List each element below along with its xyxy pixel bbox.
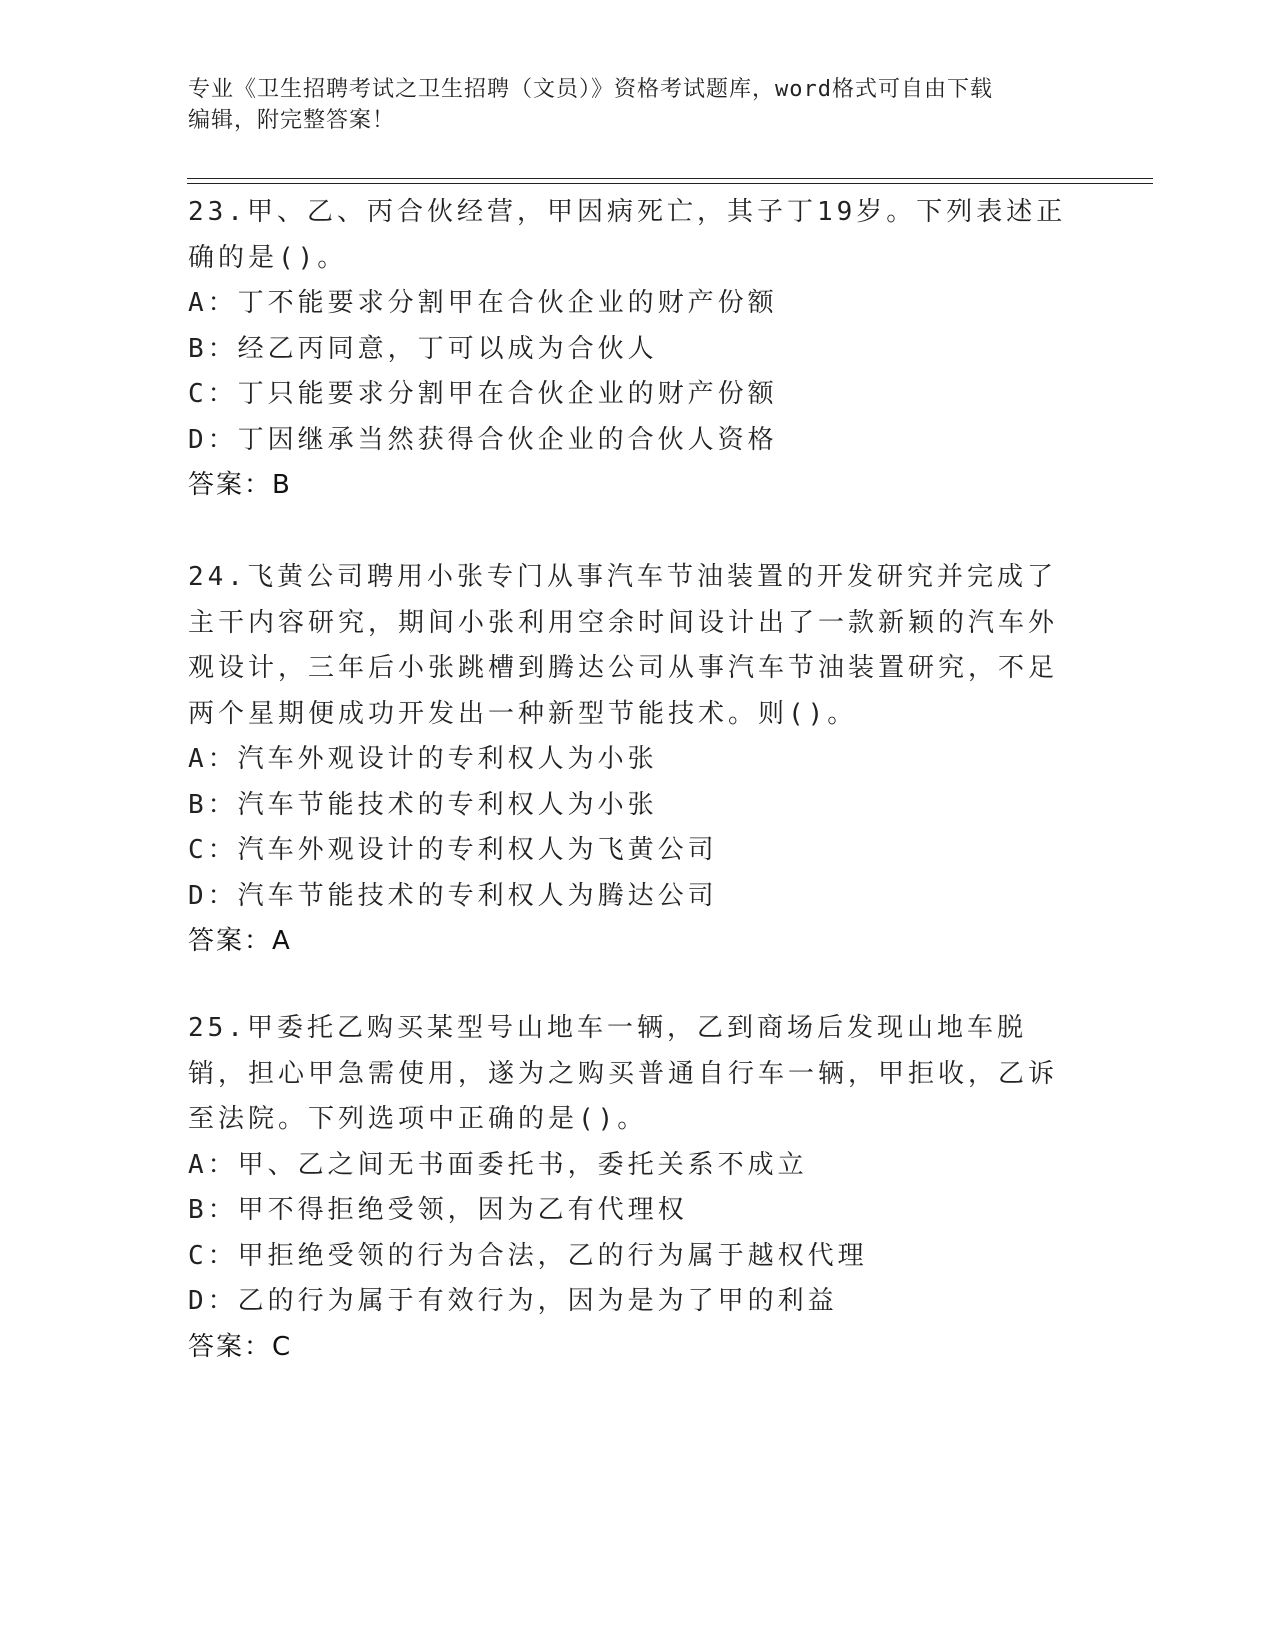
option-a: A：丁不能要求分割甲在合伙企业的财产份额 bbox=[188, 288, 778, 318]
header-line-1: 专业《卫生招聘考试之卫生招聘（文员）》资格考试题库，word格式可自由下载 bbox=[188, 77, 993, 102]
question-23 bbox=[188, 190, 1088, 509]
option-b: B：经乙丙同意，丁可以成为合伙人 bbox=[188, 333, 658, 364]
answer-label: 答案：B bbox=[188, 470, 292, 500]
option-c: C：丁只能要求分割甲在合伙企业的财产份额 bbox=[188, 379, 778, 409]
document-header bbox=[188, 74, 1068, 136]
question-stem: 24.飞黄公司聘用小张专门从事汽车节油装置的开发研究并完成了主干内容研究，期间小张利用空余时间设计出了一款新颖的汽车外观设计，三年后小张跳槽到腾达公司从事汽车节油装置研究，不足两个星期便成功开发出一种新型节能技术。则()。 bbox=[188, 562, 1059, 729]
header-divider-bottom bbox=[187, 183, 1153, 184]
question-stem: 25.甲委托乙购买某型号山地车一辆，乙到商场后发现山地车脱销，担心甲急需使用，遂为之购买普通自行车一辆，甲拒收，乙诉至法院。下列选项中正确的是()。 bbox=[188, 1013, 1059, 1134]
answer-label: 答案：A bbox=[188, 926, 292, 956]
question-24 bbox=[188, 555, 1088, 965]
question-25 bbox=[188, 1006, 1088, 1370]
question-stem: 23.甲、乙、丙合伙经营，甲因病死亡，其子丁19岁。下列表述正确的是()。 bbox=[188, 197, 1067, 273]
header-divider-top bbox=[187, 178, 1153, 179]
option-b: B：汽车节能技术的专利权人为小张 bbox=[188, 789, 658, 820]
option-a: A：汽车外观设计的专利权人为小张 bbox=[188, 744, 658, 774]
option-c: C：汽车外观设计的专利权人为飞黄公司 bbox=[188, 835, 718, 865]
answer-label: 答案：C bbox=[188, 1331, 293, 1362]
option-b: B：甲不得拒绝受领，因为乙有代理权 bbox=[188, 1195, 688, 1225]
option-c: C：甲拒绝受领的行为合法，乙的行为属于越权代理 bbox=[188, 1240, 868, 1271]
option-d: D：丁因继承当然获得合伙企业的合伙人资格 bbox=[188, 424, 778, 455]
header-line-2: 编辑，附完整答案！ bbox=[188, 108, 396, 133]
option-d: D：乙的行为属于有效行为，因为是为了甲的利益 bbox=[188, 1286, 838, 1316]
option-d: D：汽车节能技术的专利权人为腾达公司 bbox=[188, 880, 718, 911]
option-a: A：甲、乙之间无书面委托书，委托关系不成立 bbox=[188, 1149, 808, 1180]
